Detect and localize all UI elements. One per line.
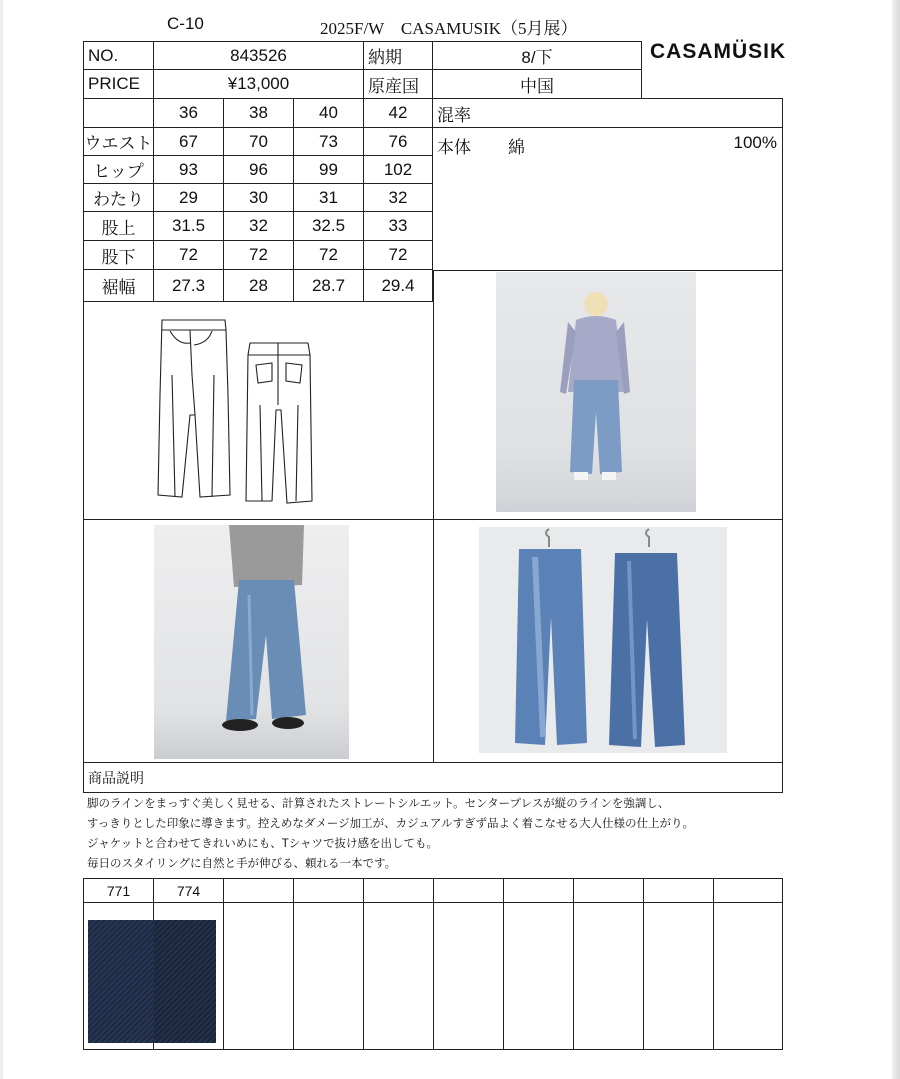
- size-cell: 29.4: [363, 269, 433, 302]
- swatch-code: 771: [83, 878, 154, 903]
- size-row-label: 股下: [83, 240, 154, 270]
- size-cell: 96: [223, 155, 294, 184]
- price-label: PRICE: [83, 69, 154, 99]
- size-col-header: 40: [293, 98, 364, 128]
- swatch-cell: [713, 902, 783, 1050]
- size-row-label: ヒップ: [83, 155, 154, 184]
- size-cell: 31: [293, 183, 364, 212]
- description-line: 毎日のスタイリングに自然と手が伸びる、頼れる一本です。: [87, 858, 397, 870]
- swatch-code-empty: [503, 878, 574, 903]
- size-row-label: わたり: [83, 183, 154, 212]
- size-cell: 32: [363, 183, 433, 212]
- swatch-cell: [643, 902, 714, 1050]
- product-code: C-10: [167, 14, 204, 33]
- swatch-code-empty: [573, 878, 644, 903]
- hanging-jeans-figure: [479, 527, 727, 753]
- size-cell: 31.5: [153, 211, 224, 241]
- size-row-label: ウエスト: [83, 127, 154, 156]
- size-cell: 30: [223, 183, 294, 212]
- size-cell: 72: [223, 240, 294, 270]
- size-cell: 72: [293, 240, 364, 270]
- size-cell: 28.7: [293, 269, 364, 302]
- model-side-photo: [154, 525, 349, 759]
- flat-sketch: [150, 315, 320, 505]
- delivery-label: 納期: [363, 41, 433, 70]
- size-cell: 72: [153, 240, 224, 270]
- size-col-header: 36: [153, 98, 224, 128]
- size-cell: 33: [363, 211, 433, 241]
- model-side-figure: [154, 525, 349, 759]
- size-cell: 32: [223, 211, 294, 241]
- composition-box: [432, 127, 783, 271]
- size-cell: 67: [153, 127, 224, 156]
- brand-logo: CASAMÜSIK: [650, 40, 787, 63]
- size-cell: 70: [223, 127, 294, 156]
- origin-value: 中国: [432, 69, 642, 99]
- swatch-cell: [363, 902, 434, 1050]
- description-line: ジャケットと合わせてきれいめにも、Tシャツで抜け感を出しても。: [87, 838, 438, 850]
- swatch-cell: [223, 902, 294, 1050]
- size-cell: 72: [363, 240, 433, 270]
- no-label: NO.: [83, 41, 154, 70]
- description-line: 脚のラインをまっすぐ美しく見せる、計算されたストレートシルエット。センタープレスが縦のラインを強調し、: [87, 798, 670, 810]
- size-row-label: 裾幅: [83, 269, 154, 302]
- swatch-code-empty: [433, 878, 504, 903]
- swatch-cell: [433, 902, 504, 1050]
- size-corner: [83, 98, 154, 128]
- size-cell: 73: [293, 127, 364, 156]
- page-edge-right: [892, 0, 900, 1079]
- swatch-cell: [293, 902, 364, 1050]
- swatch-code-empty: [643, 878, 714, 903]
- size-cell: 29: [153, 183, 224, 212]
- composition-part: 本体: [437, 138, 471, 157]
- swatch-code: 774: [153, 878, 224, 903]
- model-front-photo: [496, 272, 696, 512]
- composition-percent: 100%: [733, 133, 777, 152]
- size-cell: 27.3: [153, 269, 224, 302]
- swatch-cell: [503, 902, 574, 1050]
- swatch-cell: [573, 902, 644, 1050]
- size-row-label: 股上: [83, 211, 154, 241]
- page-edge-left: [0, 0, 3, 1079]
- size-cell: 28: [223, 269, 294, 302]
- swatch-code-empty: [363, 878, 434, 903]
- size-cell: 93: [153, 155, 224, 184]
- size-col-header: 42: [363, 98, 433, 128]
- description-title: 商品説明: [83, 762, 783, 793]
- swatch-code-empty: [223, 878, 294, 903]
- composition-material: 綿: [508, 138, 525, 157]
- size-cell: 99: [293, 155, 364, 184]
- model-front-figure: [496, 272, 696, 512]
- description-line: すっきりとした印象に導きます。控えめなダメージ加工が、カジュアルすぎず品よく着こなせる大人仕様の仕上がり。: [87, 818, 694, 830]
- delivery-value: 8/下: [432, 41, 642, 70]
- hanging-product-photo: [479, 527, 727, 753]
- price-value: ¥13,000: [153, 69, 364, 99]
- swatch-code-empty: [293, 878, 364, 903]
- composition-title: 混率: [432, 98, 783, 128]
- origin-label: 原産国: [363, 69, 433, 99]
- size-cell: 32.5: [293, 211, 364, 241]
- size-cell: 102: [363, 155, 433, 184]
- denim-swatch-771: [88, 920, 154, 1043]
- size-col-header: 38: [223, 98, 294, 128]
- denim-swatch-774: [154, 920, 216, 1043]
- season-title: 2025F/W CASAMUSIK（5月展）: [320, 19, 578, 38]
- swatch-code-empty: [713, 878, 783, 903]
- size-cell: 76: [363, 127, 433, 156]
- no-value: 843526: [153, 41, 364, 70]
